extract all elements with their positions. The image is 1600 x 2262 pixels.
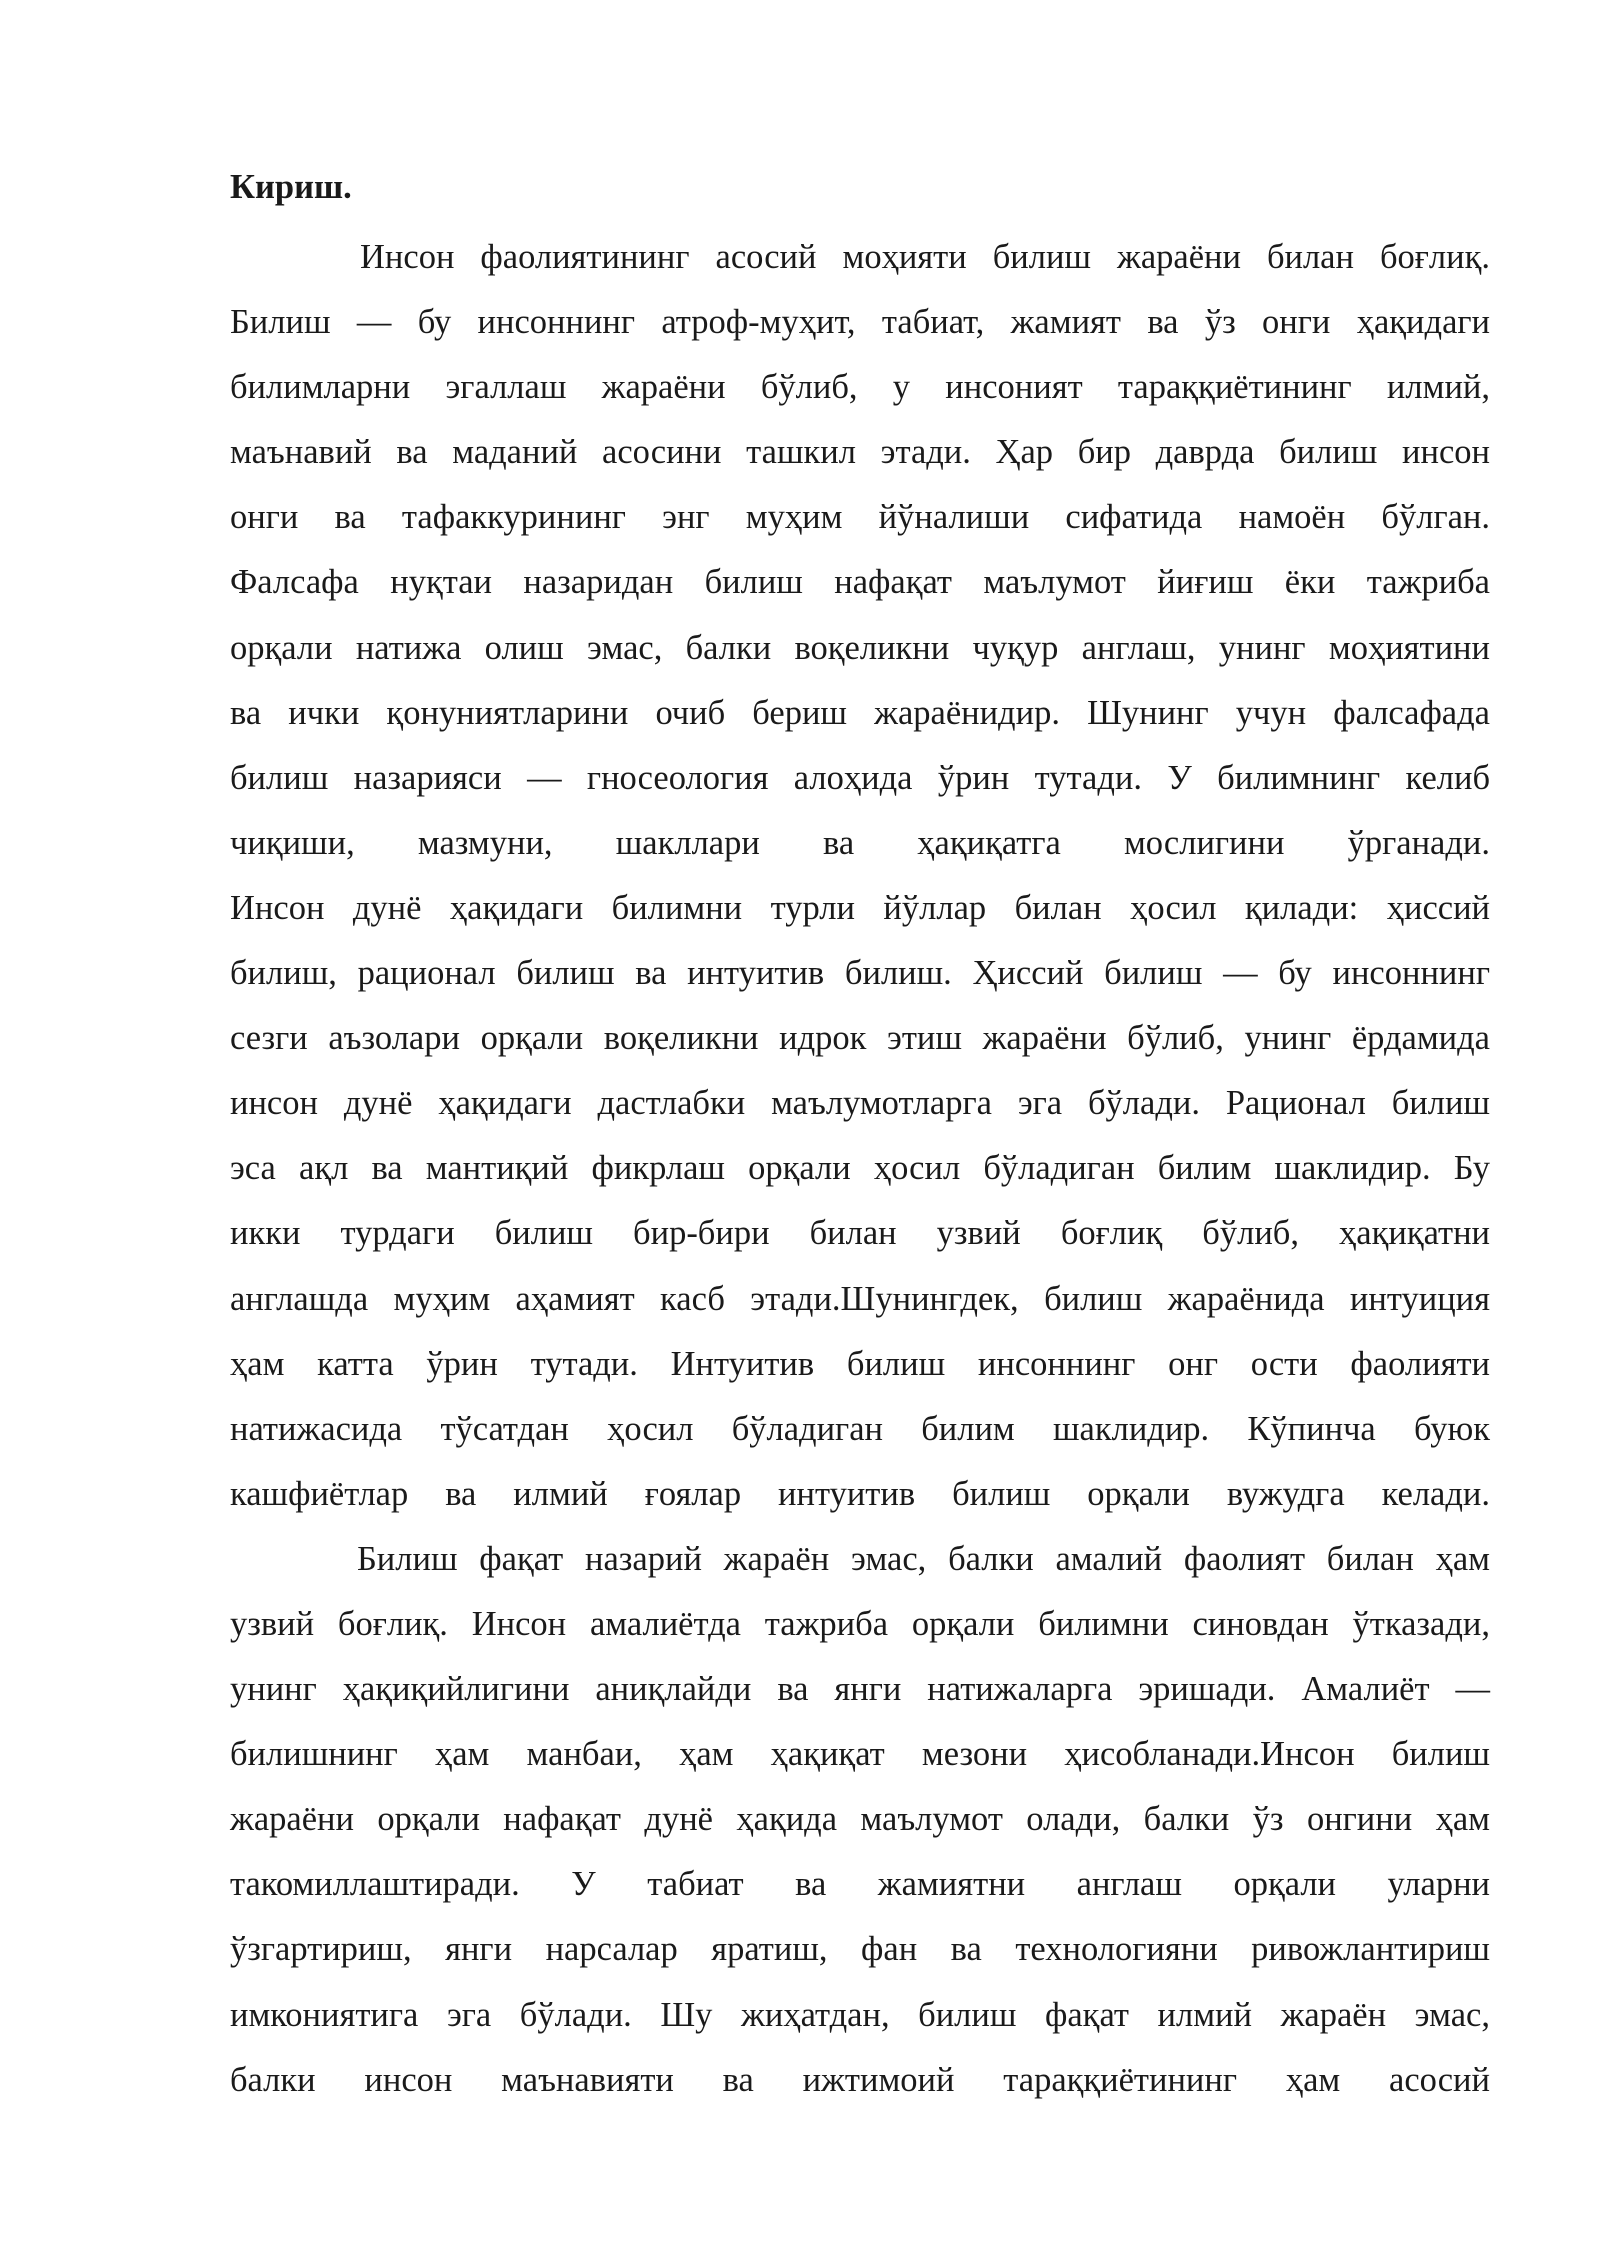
text-line: Фалсафа нуқтаи назаридан билиш нафақат маълумот йиғиш ёки тажриба [230, 563, 1490, 602]
text-line: жараёни орқали нафақат дунё ҳақида маълумот олади, балки ўз онгини ҳам [230, 1800, 1490, 1839]
text-line: орқали натижа олиш эмас, балки воқеликни чуқур англаш, унинг моҳиятини [230, 628, 1490, 667]
text-line: балки инсон маънавияти ва ижтимоий тараққиётининг ҳам асосий [230, 2060, 1490, 2099]
text-line: такомиллаштиради. У табиат ва жамиятни англаш орқали уларни [230, 1865, 1490, 1904]
text-line: Билиш — бу инсоннинг атроф-муҳит, табиат, жамият ва ўз онги ҳақидаги [230, 303, 1490, 342]
text-line: Инсон дунё ҳақидаги билимни турли йўллар билан ҳосил қилади: ҳиссий [230, 888, 1490, 927]
text-line: маънавий ва маданий асосини ташкил этади. Ҳар бир даврда билиш инсон [230, 433, 1490, 472]
text-line: эса ақл ва мантиқий фикрлаш орқали ҳосил бўладиган билим шаклидир. Бу [230, 1149, 1490, 1188]
text-line: ўзгартириш, янги нарсалар яратиш, фан ва технологияни ривожлантириш [230, 1930, 1490, 1969]
section-heading: Кириш. [230, 168, 352, 206]
text-line: натижасида тўсатдан ҳосил бўладиган билим шаклидир. Кўпинча буюк [230, 1409, 1490, 1448]
text-line: онги ва тафаккурининг энг муҳим йўналиши сифатида намоён бўлган. [230, 498, 1490, 537]
text-line: ва ички қонуниятларини очиб бериш жараёнидир. Шунинг учун фалсафада [230, 693, 1490, 732]
text-line: ҳам катта ўрин тутади. Интуитив билиш инсоннинг онг ости фаолияти [230, 1344, 1490, 1383]
text-line: кашфиётлар ва илмий ғоялар интуитив билиш орқали вужудга келади. [230, 1474, 1490, 1513]
text-line: Билиш фақат назарий жараён эмас, балки амалий фаолият билан ҳам [357, 1539, 1490, 1578]
text-line: билиш назарияси — гносеология алоҳида ўрин тутади. У билимнинг келиб [230, 758, 1490, 797]
text-line: билиш, рационал билиш ва интуитив билиш. Ҳиссий билиш — бу инсоннинг [230, 954, 1490, 993]
text-line: икки турдаги билиш бир-бири билан узвий боғлиқ бўлиб, ҳақиқатни [230, 1214, 1490, 1253]
document-body [230, 160, 1490, 2113]
text-line: имкониятига эга бўлади. Шу жиҳатдан, билиш фақат илмий жараён эмас, [230, 1995, 1490, 2034]
text-line: англашда муҳим аҳамият касб этади.Шунингдек, билиш жараёнида интуиция [230, 1279, 1490, 1318]
text-line: Инсон фаолиятининг асосий моҳияти билиш жараёни билан боғлиқ. [360, 238, 1490, 276]
text-line: билишнинг ҳам манбаи, ҳам ҳақиқат мезони ҳисобланади.Инсон билиш [230, 1735, 1490, 1774]
text-line: билимларни эгаллаш жараёни бўлиб, у инсоният тараққиётининг илмий, [230, 368, 1490, 407]
text-line: унинг ҳақиқийлигини аниқлайди ва янги натижаларга эришади. Амалиёт — [230, 1670, 1490, 1709]
text-line: сезги аъзолари орқали воқеликни идрок этиш жараёни бўлиб, унинг ёрдамида [230, 1019, 1490, 1058]
text-line: чиқиши, мазмуни, шакллари ва ҳақиқатга мослигини ўрганади. [230, 823, 1490, 862]
text-line: узвий боғлиқ. Инсон амалиётда тажриба орқали билимни синовдан ўтказади, [230, 1604, 1490, 1643]
paragraph-text [230, 225, 1490, 2113]
text-line: инсон дунё ҳақидаги дастлабки маълумотларга эга бўлади. Рационал билиш [230, 1084, 1490, 1123]
